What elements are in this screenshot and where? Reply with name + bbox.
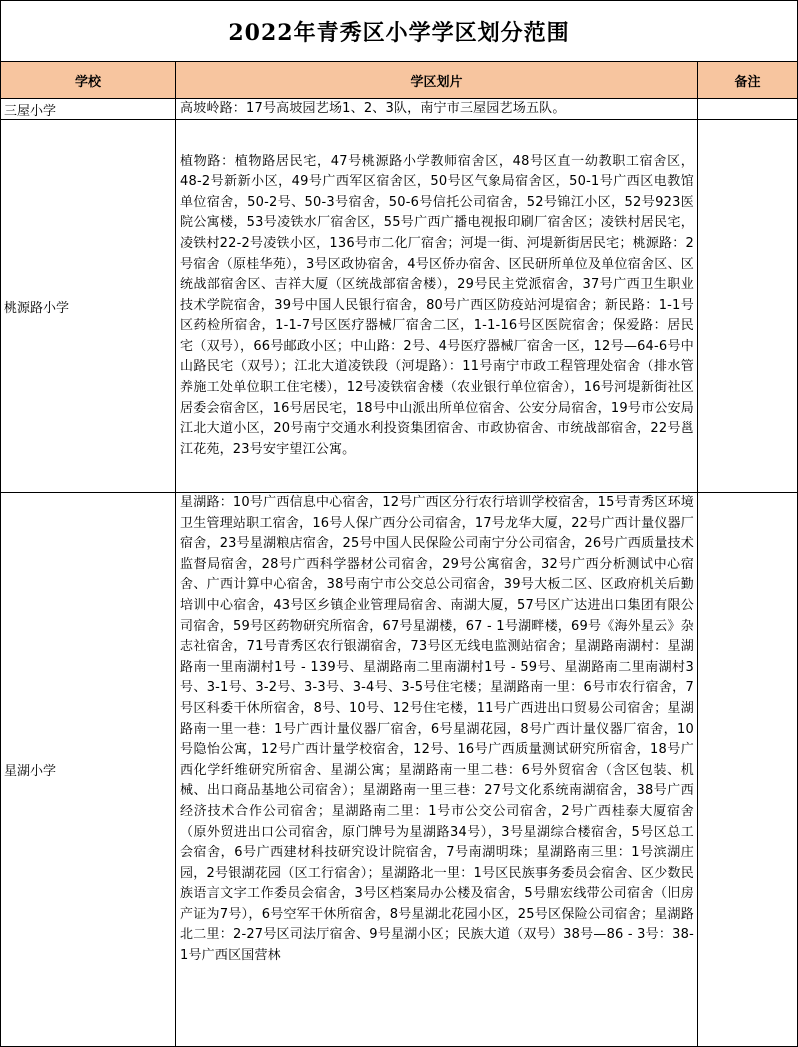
school-name: 星湖小学 (1, 493, 176, 1047)
column-header-note: 备注 (698, 62, 798, 99)
district-description: 植物路：植物路居民宅，47号桃源路小学教师宿舍区，48号区直一幼教职工宿舍区，48-2号新新小区，49号广西军区宿舍区，50号区气象局宿舍区，50-1号广西区电教馆单位宿舍，50-2号、50-3号宿舍，50-6号信托公司宿舍，52号锦江小区，52号923医院公寓楼，53号凌铁水厂宿舍区，55号广西广播电视报印刷厂宿舍区；凌铁村居民宅，凌铁村22-2号凌铁小区，136号市二化厂宿舍；河堤一街、河堤新街居民宅；桃源路：2号宿舍（原桂华苑），3号区政协宿舍，4号区侨办宿舍、区民研所单位及单位宿舍区、区统战部宿舍区、吉祥大厦（区统战部宿舍楼），29号民主党派宿舍，37号广西卫生职业技术学院宿舍，39号中国人民银行宿舍，80号广西区防疫站河堤宿舍；新民路：1-1号区药检所宿舍，1-1-7号区医疗器械厂宿舍二区，1-1-16号区医院宿舍；保爱路：居民宅（双号），66号邮政小区；中山路：2号、4号医疗器械厂宿舍一区，12号—64-6号中山路民宅（双号）；江北大道凌铁段（河堤路）：11号南宁市政工程管理处宿舍（排水管养施工处单位职工住宅楼），12号凌铁宿舍楼（农业银行单位宿舍），16号河堤新街社区居委会宿舍区，16号居民宅，18号中山派出所单位宿舍、公安分局宿舍，19号市公安局江北大道小区，20号南宁交通水利投资集团宿舍、市政协宿舍、市统战部宿舍，22号邕江花苑，23号安宇望江公寓。 (176, 120, 698, 493)
table-header-row (1, 62, 798, 99)
district-description: 高坡岭路：17号高坡园艺场1、2、3队，南宁市三屋园艺场五队。 (176, 99, 698, 120)
table-row (1, 99, 798, 120)
note-cell (698, 99, 798, 120)
school-name: 桃源路小学 (1, 120, 176, 493)
school-name: 三屋小学 (1, 99, 176, 120)
district-description: 星湖路：10号广西信息中心宿舍，12号广西区分行农行培训学校宿舍，15号青秀区环境卫生管理站职工宿舍，16号人保广西分公司宿舍，17号龙华大厦，22号广西计量仪器厂宿舍，23号星湖粮店宿舍，25号中国人民保险公司南宁分公司宿舍，26号广西质量技术监督局宿舍，28号广西科学器材公司宿舍，29号公寓宿舍，32号广西分析测试中心宿舍、广西计算中心宿舍，38号南宁市公交总公司宿舍，39号大板二区、区政府机关后勤培训中心宿舍，43号区乡镇企业管理局宿舍、南湖大厦，57号区广达进出口集团有限公司宿舍，59号区药物研究所宿舍，67号星湖楼，67 - 1号湖畔楼，69号《海外星云》杂志社宿舍，71号青秀区农行银湖宿舍，73号区无线电监测站宿舍；星湖路南湖村：星湖路南一里南湖村1号 - 139号、星湖路南二里南湖村1号 - 59号、星湖路南二里南湖村3号、3-1号、3-2号、3-3号、3-4号、3-5号住宅楼；星湖路南一里：6号市农行宿舍，7号区科委干休所宿舍，8号、10号、12号住宅楼，11号广西进出口贸易公司宿舍；星湖路南一里一巷：1号广西计量仪器厂宿舍，6号星湖花园，8号广西计量仪器厂宿舍，10号隐怡公寓，12号广西计量学校宿舍，12号、16号广西质量测试研究所宿舍，18号广西化学纤维研究所宿舍、星湖公寓；星湖路南一里二巷：6号外贸宿舍（含区包装、机械、出口商品基地公司宿舍）；星湖路南一里三巷：27号文化系统南湖宿舍，38号广西经济技术合作公司宿舍；星湖路南二里：1号市公交公司宿舍，2号广西桂泰大厦宿舍（原外贸进出口公司宿舍，原门牌号为星湖路34号），3号星湖综合楼宿舍，5号区总工会宿舍，6号广西建材科技研究设计院宿舍，7号南湖明珠；星湖路南三里：1号滨湖庄园，2号银湖花园（区工行宿舍）；星湖路北一里：1号区民族事务委员会宿舍、区少数民族语言文字工作委员会宿舍，3号区档案局办公楼及宿舍，5号鼎宏线带公司宿舍（旧房产证为7号），6号空军干休所宿舍，8号星湖北花园小区，25号区保险公司宿舍；星湖路北二里：2-27号区司法厅宿舍、9号星湖小区；民族大道（双号）38号—86 - 3号：38-1号广西区国营林 (180, 495, 694, 964)
column-header-district: 学区划片 (176, 62, 698, 99)
note-cell (698, 493, 798, 1047)
table-row (1, 493, 798, 1047)
page-title: 2022年青秀区小学学区划分范围 (1, 1, 798, 62)
district-cell-wrapper (176, 493, 698, 1047)
note-cell (698, 120, 798, 493)
column-header-school: 学校 (1, 62, 176, 99)
table-row (1, 120, 798, 493)
